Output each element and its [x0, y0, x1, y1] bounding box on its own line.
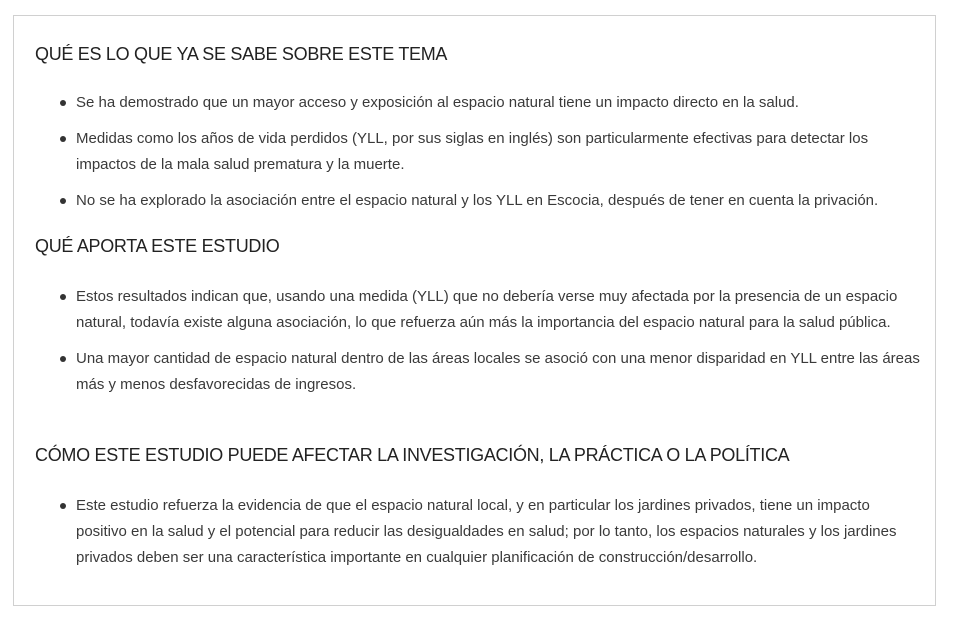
bullet-list-impact [35, 493, 920, 581]
list-item: Se ha demostrado que un mayor acceso y exposición al espacio natural tiene un impacto directo en la salud. [35, 90, 920, 116]
list-item: Este estudio refuerza la evidencia de que el espacio natural local, y en particular los jardines privados, tiene un impacto positivo en la salud y el potencial para reducir las desigualdades en salud; por lo tanto, los espacios naturales y los jardines privados deben ser una característica importante en cualquier planificación de construcción/desarrollo. [35, 493, 920, 571]
summary-box [13, 15, 936, 606]
list-item: No se ha explorado la asociación entre el espacio natural y los YLL en Escocia, después de tener en cuenta la privación. [35, 188, 920, 214]
list-item: Una mayor cantidad de espacio natural dentro de las áreas locales se asoció con una menor disparidad en YLL entre las áreas más y menos desfavorecidas de ingresos. [35, 346, 920, 398]
bullet-list-known [35, 90, 920, 224]
list-item: Estos resultados indican que, usando una medida (YLL) que no debería verse muy afectada por la presencia de un espacio natural, todavía existe alguna asociación, lo que refuerza aún más la importancia del espacio natural para la salud pública. [35, 284, 920, 336]
list-item: Medidas como los años de vida perdidos (YLL, por sus siglas en inglés) son particularmente efectivas para detectar los impactos de la mala salud prematura y la muerte. [35, 126, 920, 178]
section-title-impact: CÓMO ESTE ESTUDIO PUEDE AFECTAR LA INVESTIGACIÓN, LA PRÁCTICA O LA POLÍTICA [35, 445, 790, 465]
bullet-list-contribution [35, 284, 920, 408]
section-title-known: QUÉ ES LO QUE YA SE SABE SOBRE ESTE TEMA [35, 44, 448, 64]
section-title-contribution: QUÉ APORTA ESTE ESTUDIO [35, 236, 280, 256]
